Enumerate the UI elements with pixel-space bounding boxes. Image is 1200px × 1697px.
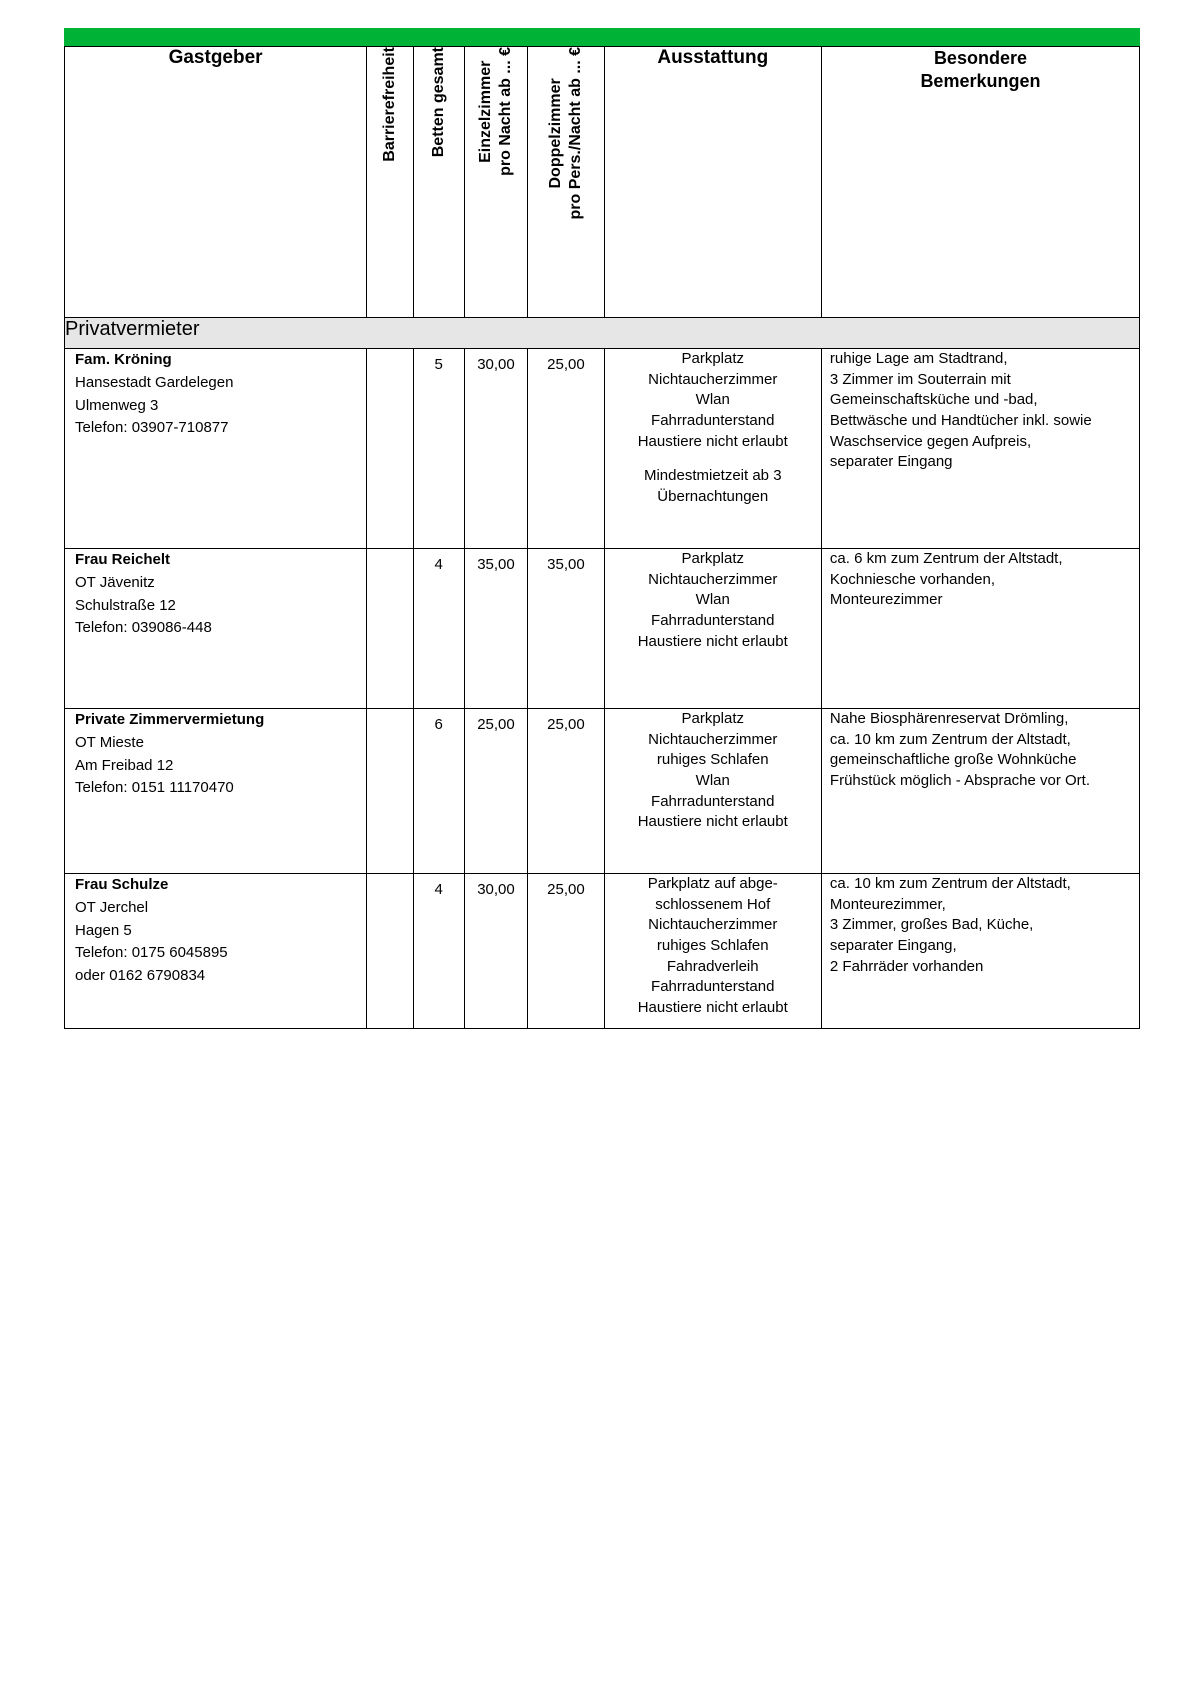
remark-line: 3 Zimmer im Souterrain mit	[829, 370, 1011, 388]
host-address-line: Ulmenweg 3	[75, 396, 159, 414]
doppelzimmer-line2: pro Pers./Nacht ab ... €	[566, 47, 584, 220]
host-name: Frau Schulze	[75, 876, 169, 893]
column-header-betten-gesamt-label: Betten gesamt	[429, 47, 447, 158]
column-header-doppelzimmer	[528, 47, 604, 318]
remark-line: Monteurezimmer,	[829, 895, 946, 913]
einzelzimmer-line2: pro Nacht ab ... €	[496, 47, 514, 176]
table-body	[65, 349, 1140, 1029]
host-address-line: Hagen 5	[75, 921, 132, 939]
host-address-line: Schulstraße 12	[75, 596, 176, 614]
amenity-line: Nichtaucherzimmer	[648, 916, 778, 934]
column-header-bemerkungen	[821, 47, 1139, 318]
remark-line: Nahe Biosphärenreservat Drömling,	[829, 710, 1069, 727]
host-cell	[65, 349, 367, 549]
host-name: Fam. Kröning	[75, 351, 172, 368]
table-row	[65, 874, 1140, 1029]
remark-line: ca. 10 km zum Zentrum der Altstadt,	[829, 875, 1071, 892]
section-header-row	[65, 318, 1140, 349]
beds-cell: 5	[413, 349, 464, 549]
remark-line: 2 Fahrräder vorhanden	[829, 957, 984, 975]
host-name: Frau Reichelt	[75, 551, 171, 568]
amenities-cell	[604, 349, 821, 549]
green-accent-bar	[64, 28, 1140, 46]
remarks-cell	[821, 349, 1139, 549]
amenity-line: Fahrradunterstand	[651, 978, 775, 996]
amenity-note-line: Mindestmietzeit ab 3	[643, 467, 782, 485]
host-address-line: Telefon: 0151 11170470	[75, 779, 234, 797]
remark-line: Bettwäsche und Handtücher inkl. sowie	[829, 412, 1092, 430]
amenity-line: Parkplatz	[681, 550, 745, 567]
single-room-price-cell: 25,00	[464, 709, 528, 874]
table-row	[65, 349, 1140, 549]
amenity-line: Haustiere nicht erlaubt	[637, 999, 788, 1017]
host-address-line: Hansestadt Gardelegen	[75, 373, 234, 391]
column-header-barrierefreiheit	[367, 47, 414, 318]
host-cell	[65, 709, 367, 874]
host-address-line: OT Jerchel	[75, 898, 149, 916]
host-address-line: oder 0162 6790834	[75, 967, 206, 985]
amenities-cell	[604, 549, 821, 709]
single-room-price-cell: 30,00	[464, 349, 528, 549]
host-address-line: Telefon: 03907-710877	[75, 419, 229, 437]
amenity-line: Wlan	[695, 772, 730, 790]
remark-line: Monteurezimmer	[829, 591, 943, 609]
amenity-line: Haustiere nicht erlaubt	[637, 632, 788, 650]
amenity-line: Haustiere nicht erlaubt	[637, 432, 788, 450]
section-title: Privatvermieter	[65, 318, 1140, 349]
amenity-line: Fahradverleih	[666, 957, 759, 975]
amenity-line: Parkplatz	[681, 710, 745, 727]
table-row	[65, 549, 1140, 709]
remark-line: Gemeinschaftsküche und -bad,	[829, 391, 1038, 409]
remark-line: ruhige Lage am Stadtrand,	[829, 350, 1008, 367]
accessibility-cell	[367, 709, 414, 874]
double-room-price-cell: 25,00	[528, 709, 604, 874]
amenity-line: ruhiges Schlafen	[656, 937, 769, 955]
column-header-doppelzimmer-label	[546, 47, 586, 220]
amenity-line: Nichtaucherzimmer	[648, 730, 778, 748]
single-room-price-cell: 30,00	[464, 874, 528, 1029]
amenity-line: Haustiere nicht erlaubt	[637, 813, 788, 831]
amenity-spacer	[605, 452, 821, 466]
amenity-line: Wlan	[695, 591, 730, 609]
amenities-cell	[604, 709, 821, 874]
amenity-line: Fahrradunterstand	[651, 792, 775, 810]
remarks-cell	[821, 874, 1139, 1029]
beds-cell: 4	[413, 549, 464, 709]
bemerkungen-line1: Besondere	[933, 48, 1027, 68]
amenity-line: Parkplatz	[681, 350, 745, 367]
remark-line: ca. 6 km zum Zentrum der Altstadt,	[829, 550, 1063, 567]
amenities-cell	[604, 874, 821, 1029]
column-header-einzelzimmer-label	[476, 47, 516, 176]
accessibility-cell	[367, 549, 414, 709]
host-cell	[65, 549, 367, 709]
host-address-line: Telefon: 039086-448	[75, 619, 212, 637]
remark-line: Frühstück möglich - Absprache vor Ort.	[829, 772, 1091, 790]
accessibility-cell	[367, 349, 414, 549]
accommodation-table	[64, 46, 1140, 1029]
amenity-line: Parkplatz auf abge-	[647, 875, 778, 892]
accessibility-cell	[367, 874, 414, 1029]
amenity-line: Fahrradunterstand	[651, 412, 775, 430]
table-header-row	[65, 47, 1140, 318]
bemerkungen-line2: Bemerkungen	[920, 71, 1041, 92]
amenity-note-line: Übernachtungen	[657, 488, 769, 506]
remark-line: Waschservice gegen Aufpreis,	[829, 432, 1032, 450]
remark-line: ca. 10 km zum Zentrum der Altstadt,	[829, 730, 1071, 748]
double-room-price-cell: 25,00	[528, 874, 604, 1029]
remark-line: separater Eingang,	[829, 937, 957, 955]
remark-line: 3 Zimmer, großes Bad, Küche,	[829, 916, 1034, 934]
host-address-line: Telefon: 0175 6045895	[75, 944, 228, 962]
remark-line: Kochniesche vorhanden,	[829, 570, 996, 588]
host-address-line: Am Freibad 12	[75, 756, 174, 774]
beds-cell: 4	[413, 874, 464, 1029]
doppelzimmer-line1: Doppelzimmer	[546, 78, 564, 189]
amenity-line: schlossenem Hof	[655, 895, 771, 913]
host-address-line: OT Jävenitz	[75, 573, 155, 591]
table-row	[65, 709, 1140, 874]
double-room-price-cell: 35,00	[528, 549, 604, 709]
amenity-line: Nichtaucherzimmer	[648, 370, 778, 388]
column-header-gastgeber: Gastgeber	[65, 47, 367, 318]
single-room-price-cell: 35,00	[464, 549, 528, 709]
column-header-einzelzimmer	[464, 47, 528, 318]
column-header-betten-gesamt	[413, 47, 464, 318]
host-name: Private Zimmervermietung	[75, 711, 265, 728]
remarks-cell	[821, 709, 1139, 874]
amenity-line: Fahrradunterstand	[651, 612, 775, 630]
amenity-line: ruhiges Schlafen	[656, 751, 769, 769]
beds-cell: 6	[413, 709, 464, 874]
amenity-line: Wlan	[695, 391, 730, 409]
amenity-line: Nichtaucherzimmer	[648, 570, 778, 588]
host-cell	[65, 874, 367, 1029]
column-header-ausstattung: Ausstattung	[604, 47, 821, 318]
einzelzimmer-line1: Einzelzimmer	[476, 60, 494, 163]
remark-line: gemeinschaftliche große Wohnküche	[829, 751, 1077, 769]
host-address-line: OT Mieste	[75, 733, 144, 751]
remark-line: separater Eingang	[829, 453, 953, 471]
column-header-barrierefreiheit-label: Barrierefreiheit	[380, 47, 398, 162]
double-room-price-cell: 25,00	[528, 349, 604, 549]
remarks-cell	[821, 549, 1139, 709]
